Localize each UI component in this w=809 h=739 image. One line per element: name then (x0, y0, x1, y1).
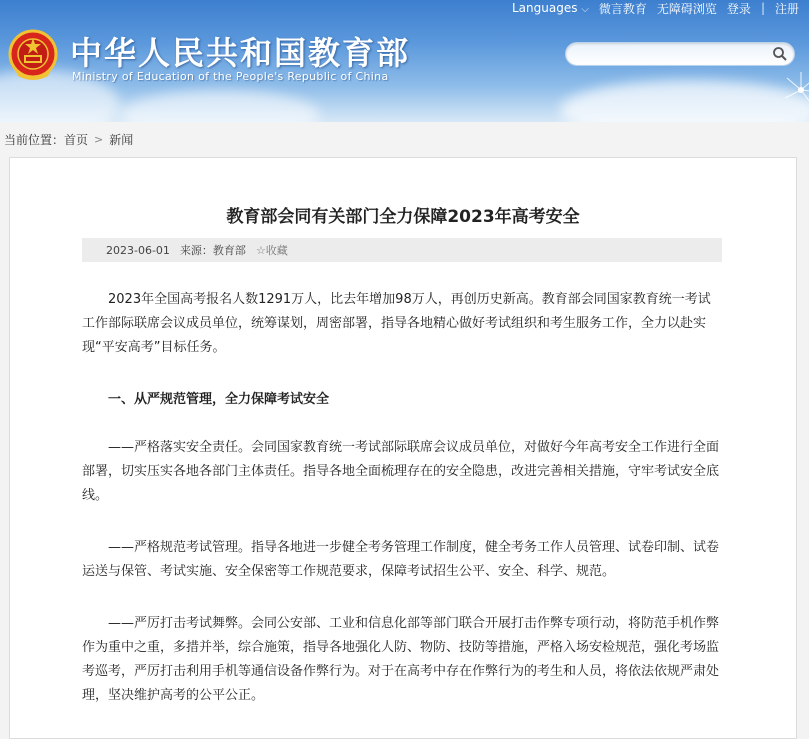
topbar-separator: | (760, 1, 765, 15)
weibo-link[interactable]: 微言教育 (598, 1, 647, 16)
site-subtitle: Ministry of Education of the People's Republic of China (72, 70, 389, 83)
article-title: 教育部会同有关部门全力保障2023年高考安全 (226, 207, 580, 227)
breadcrumb-home-link[interactable]: 首页 (64, 133, 89, 147)
login-link[interactable]: 登录 (726, 1, 751, 16)
site-title[interactable]: 中华人民共和国教育部 (70, 34, 411, 72)
article-paragraph: ——严格规范考试管理。指导各地进一步健全考务管理工作制度，健全考务工作人员管理、试卷印制、试卷运送与保管、考试实施、安全保密等工作规范要求，保障考试招生公平、安全、科学、规范。 (82, 540, 720, 579)
languages-link[interactable]: Languages ⌵ (511, 1, 589, 15)
breadcrumb-prefix: 当前位置： (4, 133, 65, 147)
favorite-button[interactable]: ☆收藏 (255, 244, 288, 257)
breadcrumb (4, 131, 133, 148)
cloud-decoration (120, 90, 320, 122)
search-input[interactable] (565, 42, 795, 66)
national-emblem-icon (8, 28, 58, 84)
site-header (0, 0, 809, 122)
register-link[interactable]: 注册 (774, 1, 799, 16)
top-utility-bar (512, 0, 799, 16)
breadcrumb-current[interactable]: 新闻 (109, 133, 134, 147)
chevron-down-icon: ⌵ (581, 4, 589, 15)
article-body (82, 288, 722, 736)
article-section-heading: 一、从严规范管理，全力保障考试安全 (108, 392, 330, 407)
article-date: 2023-06-01 (106, 243, 170, 257)
accessibility-link[interactable]: 无障碍浏览 (656, 1, 717, 16)
cloud-decoration (560, 80, 809, 122)
dandelion-icon (781, 70, 809, 110)
chevron-right-icon: > (94, 133, 104, 146)
article-paragraph: 2023年全国高考报名人数1291万人，比去年增加98万人，再创历史新高。教育部会同国家教育统一考试工作部际联席会议成员单位，统筹谋划，周密部署，指导各地精心做好考试组织和考生服务工作，全力以赴实现“平安高考”目标任务。 (82, 292, 711, 355)
article-source: 来源：教育部 (179, 244, 246, 257)
search-icon[interactable] (772, 46, 788, 62)
article-meta-bar (82, 238, 722, 262)
article-card (9, 157, 797, 739)
article-paragraph: ——严格落实安全责任。会同国家教育统一考试部际联席会议成员单位，对做好今年高考安全工作进行全面部署，切实压实各地各部门主体责任。指导各地全面梳理存在的安全隐患，改进完善相关措施，守牢考试安全底线。 (82, 440, 720, 503)
article-paragraph: ——严厉打击考试舞弊。会同公安部、工业和信息化部等部门联合开展打击作弊专项行动，将防范手机作弊作为重中之重，多措并举，综合施策，指导各地强化人防、物防、技防等措施，严格入场安检规范，强化考场监考巡考，严厉打击利用手机等通信设备作弊行为。对于在高考中存在作弊行为的考生和人员，将依法依规严肃处理，坚决维护高考的公平公正。 (82, 616, 720, 703)
